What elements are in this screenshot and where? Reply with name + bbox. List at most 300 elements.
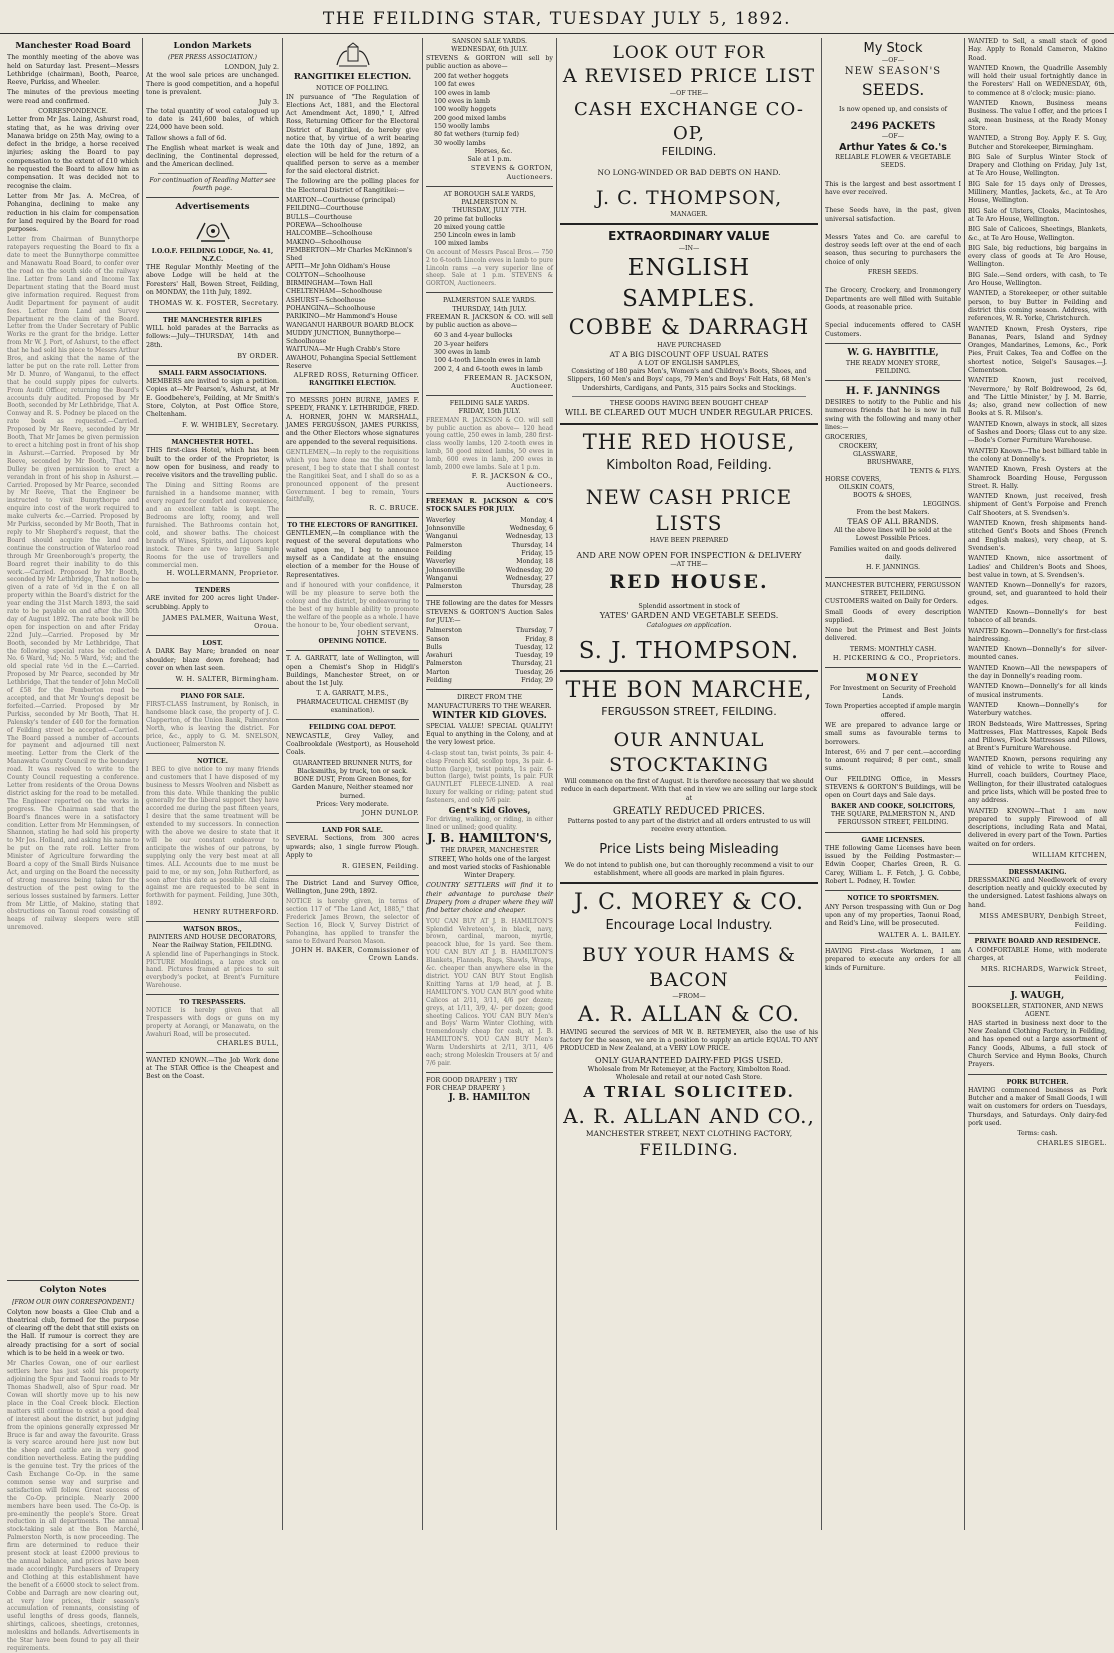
feilding-label: FEILDING. xyxy=(875,367,911,375)
list-item: 100 4-tooth Lincoln ewes in lamb xyxy=(434,357,541,365)
lot-of-samples: A LOT OF ENGLISH SAMPLES, xyxy=(638,359,740,367)
ready-money-store: THE READY MONEY STORE, xyxy=(845,359,941,367)
watson-subheading: PAINTERS AND HOUSE DECORATORS, Near the Railway Station, FEILDING. xyxy=(148,934,277,950)
small-farm-heading: SMALL FARM ASSOCIATIONS. xyxy=(158,369,267,377)
extraordinary-value: EXTRAORDINARY VALUE xyxy=(608,229,770,244)
article-paragraph: Colyton now boasts a Glee Club and a theatrical club, formed for the purpose of clearing off the debt that still exists on the Hall. If rumour is correct they are already practising for a sort of social which is to be held in a week or two. xyxy=(7,1308,139,1358)
list-item: POHANGINA—Schoolhouse xyxy=(286,304,376,312)
ad-signature: F. R. JACKSON & CO., Auctioneers. xyxy=(471,471,553,489)
ad-signature: STEVENS & GORTON, Auctioneers. xyxy=(470,164,553,182)
no-bad-debts: NO LONG-WINDED OR BAD DEBTS ON HAND. xyxy=(597,167,781,177)
big-discount: AT A BIG DISCOUNT OFF USUAL RATES xyxy=(609,349,769,359)
list-item: 100 ewes in lamb xyxy=(434,89,490,97)
opened-up: Is now opened up, and consists of xyxy=(839,105,947,113)
direct-from-manufacturers: DIRECT FROM THE MANUFACTURERS TO THE WEARER. xyxy=(427,694,552,710)
classified-ad: WANTED Known, Fresh Oysters, ripe Bananas, Pears, Island and Sydney Oranges, Mandarines, Lemons, &c., Pork Pies, Fruit Cakes, Tea and Coffee on the shortest notice, Seigel's Sausages.—J. Clementson. xyxy=(968,325,1107,374)
classified-ad: BIG Sale.—Send orders, with cash, to Te Aro House, Wellington. xyxy=(968,271,1107,288)
ad-paragraph: SPECIAL VALUE! SPECIAL QUALITY! Equal to anything in the Colony, and at the very lowest price. xyxy=(426,722,553,747)
list-item: GROCERIES, xyxy=(825,434,868,442)
have-purchased: HAVE PURCHASED xyxy=(657,341,721,349)
siegel-sig: CHARLES SIEGEL. xyxy=(1037,1138,1107,1147)
borough-sale-yards-heading: AT BOROUGH SALE YARDS, PALMERSTON N. xyxy=(443,190,536,206)
winter-kid-gloves-heading: WINTER KID GLOVES. xyxy=(432,710,547,721)
ad-paragraph: Will commence on the first of August. It is therefore necessary that we should reduce in each department. With that end in view we are selling our large stock at xyxy=(561,777,817,802)
column-text-filler: FIRST-CLASS Instrument, by Ronisch, in handsome black case, the property of J. C. Clapperton, of the Union Bank, Palmerston North, who is leaving the district. For price, &c., apply to G. M. SNELSON, Auctioneer, Palmerston N. xyxy=(146,701,279,748)
palmerston-sale-yards-heading: PALMERSTON SALE YARDS. xyxy=(442,297,537,305)
list-item: 20 3-year heifers xyxy=(434,340,489,348)
stock-sales-heading: FREEMAN R. JACKSON & CO'S STOCK SALES FOR JULY. xyxy=(426,498,553,514)
table-row: Feilding Friday, 15 xyxy=(426,549,553,557)
press-association-subheading: (PER PRESS ASSOCIATION.) xyxy=(168,54,257,62)
table-row: Sanson Friday, 8 xyxy=(426,635,553,643)
table-row: Palmerston Thursday, 7 xyxy=(426,627,553,635)
ad-paragraph: DRESSMAKING and Needlework of every description neatly and quickly executed by the undersigned. Latest fashions always on hand. xyxy=(968,876,1107,909)
list-item: 60 3 and 4-year bullocks xyxy=(434,332,513,340)
encourage-local: Encourage Local Industry. xyxy=(605,918,773,934)
look-out-for: LOOK OUT FOR xyxy=(612,43,766,63)
ad-signature: JAMES PALMER, Waituna West, Oroua. xyxy=(162,613,279,631)
bon-marche-heading: THE BON MARCHE, xyxy=(565,678,813,704)
classified-ad: WANTED Known, just received, 'Nevermore,' by Rolf Boldrewood, 2s 6d, and 'The Little Minister,' by J. M. Barrie, 4s; also, grand new collection of new Books at S. R. Milson's. xyxy=(968,377,1107,418)
best-makers: From the best Makers. xyxy=(856,509,930,516)
ad-paragraph: NEWCASTLE, Grey Valley, and Coalbrookdale (Westport), as Household Coals. xyxy=(286,732,419,757)
classified-ad: BIG Sale, big reductions, big bargains in every class of goods at Te Aro House, Wellington. xyxy=(968,244,1107,269)
ad-signature: HENRY RUTHERFORD. xyxy=(193,908,279,917)
ad-paragraph: HAVING commenced business as Pork Butcher and a maker of Small Goods, I will wait on customers for orders on Tuesdays, Thursdays, and Saturdays. Only dairy-fed pork used. xyxy=(968,1086,1107,1128)
ad-signature: FREEMAN R. JACKSON, Auctioneer. xyxy=(464,373,553,391)
livestock-list xyxy=(426,73,553,156)
pickering-sig: H. PICKERING & CO., Proprietors. xyxy=(832,654,961,663)
sale-date: FRIDAY, 15th JULY. xyxy=(458,408,521,416)
column-1 xyxy=(4,38,142,1652)
piano-heading: PIANO FOR SALE. xyxy=(180,692,245,700)
list-item: 20 prime fat bullocks xyxy=(434,215,502,223)
classified-ad: WANTED Known, the Quadrille Assembly will hold their usual fortnightly dance in the Foresters' Hall on WEDNESDAY, 6th, to commence at 8 o'clock; music: piano. xyxy=(968,64,1107,97)
new-seasons: NEW SEASON'S xyxy=(844,66,942,78)
jbh-name: J. B. HAMILTON xyxy=(448,1093,531,1104)
column-text-filler: NOTICE is hereby given, in terms of section 117 of "The Land Act, 1885," that Frederick James Brown, the selector of Section 16, Block V, Survey District of Pohangina, has applied to transfer the same to Edward Pearson Mason. xyxy=(286,898,419,945)
list-item: 80 fat wethers (turnip fed) xyxy=(434,131,520,139)
table-row: Palmerston Thursday, 28 xyxy=(426,583,553,591)
classified-ad: IRON Bedsteads, Wire Mattresses, Spring Mattresses, Flax Mattresses, Kapok Beds and Pillows, Flock Mattresses and Pillows, at Brent's Furniture Warehouse. xyxy=(968,720,1107,753)
ad-paragraph: HAS started in business next door to the New Zealand Clothing Factory, in Feilding, and has opened out a large assortment of Fancy Goods, Albums, a full stock of Church Service and Hymn Books, Church Prayers. xyxy=(968,1019,1107,1069)
good-drapery-line: FOR GOOD DRAPERY } TRY xyxy=(426,1076,518,1084)
classified-ad: WANTED Known, Business means Business. The value I offer, and the prices I ask, mean business, at the Ready Money Store. xyxy=(968,100,1107,132)
richards-sig: MRS. RICHARDS, Warwick Street, Feilding. xyxy=(980,965,1107,982)
ad-paragraph: RELIABLE FLOWER & VEGETABLE SEEDS. xyxy=(835,154,951,170)
classified-ad: WANTED Known—Donnelly's for silver-mounted canes. xyxy=(968,646,1107,662)
ad-paragraph: A COMFORTABLE Home, with moderate charges, at xyxy=(968,946,1107,962)
list-item: PARIKINO—Mr Hammond's House xyxy=(286,313,398,321)
ad-paragraph: We do not intend to publish one, but can thoroughly recommend a visit to our establishment, where all goods are marked in plain figures. xyxy=(564,861,814,878)
electors-heading: TO THE ELECTORS OF RANGITIKEI. xyxy=(287,521,418,529)
stock-sales-table xyxy=(426,517,553,592)
bought-cheap: THESE GOODS HAVING BEEN BOUGHT CHEAP xyxy=(609,400,769,408)
ad-paragraph: FREEMAN R. JACKSON & CO. will sell by public auction as above— xyxy=(426,313,553,330)
list-item: HORSE COVERS, xyxy=(825,475,882,483)
auction-dates-table xyxy=(426,627,553,685)
ad-paragraph: Interest, 6½ and 7 per cent.—according to amount required; 8 per cent., small sums. xyxy=(825,748,961,773)
column-text-filler: Mr Charles Cowan, one of our earliest settlers here has just sold his property adjoining the Spur and Taonui roads to Mr Thomas Shadwell, also of Spur road. Mr Cowan will shortly move up to his new place in the Coal Creek block. Election matters still continue to exist a good deal of interest about the district, but judging from the opinions generally expressed Mr Bruce is far and away the favourite. Grass is very scarce around here just now but the sheep and cattle are in very good condition nevertheless. Eating the pudding is the genuine test. Try the prices of the Cash Exchange Co-Op. in the same common sense way and surprise and satisfaction will follow. Great success of the Co-Op. principle. Nearly 2000 members have been used. The Co-Op. is pre-eminently the people's Store. Great reduction in all departments. The annual stock-taking sale at the Bon Marché, Palmerston North, is now proceeding. The firm are determined to reduce their present stock at least £2000 previous to the annual balance, and prices have been made accordingly. Purchasers of Drapery and Clothing at this establishment have the benefit of a £6000 stock to select from. Cobbe and Darragh are now clearing out, at very low prices, their season's accumulation of remnants, consisting of useful lengths of dress goods, flannels, shirtings, calicoes, sheetings, cretonnes, moleskins and hollands. Advertisements in the Star have been found to pay all their requirements. xyxy=(7,1360,139,1652)
sportsmen-heading: NOTICE TO SPORTSMEN. xyxy=(847,895,939,903)
list-item: BIRMINGHAM—Town Hall xyxy=(286,280,373,288)
classified-ad: BIG Sale for 15 days only of Dresses, Millinery, Mantles, Jackets, &c., at Te Aro House, Wellington. xyxy=(968,180,1107,205)
ad-paragraph: Consisting of 180 pairs Men's, Women's and Children's Boots, Shoes, and Slippers, 160 Men's and Boys' caps, 79 Men's and Boys' Felt Hats, 68 Men's Undershirts, Cardigans, and Pants, 315 pairs Socks and Stockings. xyxy=(567,368,811,392)
column-text-filler: A splendid line of Paperhangings in Stock. PICTURE Mouldings, a large stock on hand. Pictures framed at prices to suit everybody's pocket, at Brent's Furniture Warehouse. xyxy=(146,950,279,990)
ad-signature: F. W. WHIBLEY, Secretary. xyxy=(181,421,279,430)
terms-label: TERMS: MONTHLY CASH. xyxy=(849,645,937,653)
rangitikei-election-heading: RANGITIKEI ELECTION. xyxy=(293,72,412,82)
red-house-label: RED HOUSE. xyxy=(609,570,769,593)
ad-paragraph: MEMBERS are invited to sign a petition. Copies at—Mr Pearson's, Ashurst, at Mr E. Goodbehere's, Feilding, at Mr Smith's Store, Colyton, at Post Office Store, Cheltenham. xyxy=(146,377,279,419)
ad-paragraph: None but the Primest and Best Joints delivered. xyxy=(825,627,961,643)
list-item: MARTON—Courthouse (principal) xyxy=(286,197,396,205)
ad-paragraph: CUSTOMERS waited on Daily for Orders. xyxy=(825,598,958,606)
sale-date: WEDNESDAY, 6th JULY. xyxy=(451,46,528,54)
jannings-sig: H. F. JANNINGS. xyxy=(865,564,921,572)
list-item: OILSKIN COATS, xyxy=(839,484,895,492)
bailey-sig: WALTER A. L. BAILEY. xyxy=(878,930,961,939)
trial-solicited: A TRIAL SOLICITED. xyxy=(583,1082,795,1101)
ad-paragraph: Patterns posted to any part of the district and all orders entrusted to us will receive every attention. xyxy=(567,818,811,834)
colyton-notes-subheading: [FROM OUR OWN CORRESPONDENT.] xyxy=(12,1298,134,1306)
article-paragraph: The minutes of the previous meeting were read and confirmed. xyxy=(7,89,139,105)
cheap-drapery-line: FOR CHEAP DRAPERY } xyxy=(426,1085,506,1093)
lost-heading: LOST. xyxy=(202,640,223,648)
continuation-note: For continuation of Reading Matter see fourth page. xyxy=(149,176,276,192)
column-text-filler: The Dining and Sitting Rooms are furnished in a handsome manner, with every regard for comfort and convenience, and an excellent table is kept. The Bedrooms are lofty, roomy, and well furnished. The Bathrooms contain hot, cold, and shower baths. The choicest brands of Wines, Spirits, and Liquors kept instock. There are two large Sample Rooms for the use of travellers and commercial men. xyxy=(146,482,279,569)
ad-paragraph: ANY Person trespassing with Gun or Dog upon any of my properties, Taonui Road, and Reid's Line, will be prosecuted. xyxy=(825,903,961,928)
column-2 xyxy=(142,38,282,1530)
ad-signature: H. WOLLERMANN, Proprietor. xyxy=(166,569,279,578)
coal-depot-heading: FEILDING COAL DEPOT. xyxy=(309,724,396,732)
sj-thompson: S. J. THOMPSON. xyxy=(578,637,800,664)
table-row: Palmerston Thursday, 14 xyxy=(426,541,553,549)
ad-paragraph: Town Properties accepted if ample margin offered. xyxy=(825,703,961,719)
table-row: Johnsonville Wednesday, 6 xyxy=(426,525,553,533)
list-item: 30 woolly lambs xyxy=(434,139,486,147)
list-item: HALCOMBE—Schoolhouse xyxy=(286,230,373,238)
ad-paragraph: Families waited on and goods delivered daily. xyxy=(829,545,957,562)
article-paragraph: Letter from Mr Jas. A. McCrea, of Pohangina, declining to make any reduction in his claim for compensation for land required by the Board for road purposes. xyxy=(7,192,139,234)
list-item: BRUSHWARE, xyxy=(867,459,914,467)
list-item: 100 ewes in lamb xyxy=(434,98,490,106)
ad-paragraph: Our FEILDING Office, in Messrs STEVENS & GORTON'S Buildings, will be open on Court days and Sale days. xyxy=(825,775,961,800)
ad-paragraph: THE DRAPER, MANCHESTER STREET, Who holds one of the largest and most varied stocks of Fashionable Winter Drapery. xyxy=(428,847,551,880)
sale-time: Sale at 1 p.m. xyxy=(467,156,512,164)
list-item: CROCKERY, xyxy=(839,442,878,450)
ad-signature: W. H. SALTER, Birmingham. xyxy=(175,675,279,684)
classified-ad: WANTED Known—Donnelly's for best tobacco of all brands. xyxy=(968,609,1107,625)
jannings-heading: H. F. JANNINGS xyxy=(845,385,941,398)
from-label: —FROM— xyxy=(672,992,706,1000)
splendid-assortment: Splendid assortment in stock of xyxy=(638,602,740,610)
hams-bacon: BUY YOUR HAMS & BACON xyxy=(582,943,796,991)
rifles-heading: THE MANCHESTER RIFLES xyxy=(163,316,262,324)
english-samples: ENGLISH SAMPLES. xyxy=(622,255,756,312)
fresh-seeds: FRESH SEEDS. xyxy=(867,269,919,277)
correspondence-subheading: CORRESPONDENCE. xyxy=(38,108,108,115)
of-label: —OF— xyxy=(881,57,905,65)
catalogues-note: Catalogues on application. xyxy=(646,621,732,629)
list-item: AWAHOU, Pohangina Special Settlement Reserve xyxy=(286,354,417,371)
arthur-yates: Arthur Yates & Co.'s xyxy=(839,141,947,153)
classified-ad: WANTED Known—All the newspapers of the day in Donnelly's reading room. xyxy=(968,664,1107,681)
ad-paragraph: HAVING secured the services of MR W. B. RETEMEYER, also the use of his factory for the season, we are in a position to supply an article EQUAL TO ANY PRODUCED in New Zealand, at a VERY LOW PRICE. xyxy=(560,1028,818,1053)
ad-paragraph: GUARANTEED BRUNNER NUTS, for Blacksmiths, by truck, ton or sack. xyxy=(292,759,413,775)
list-item: 20 mixed young cattle xyxy=(434,223,505,231)
table-row: Wanganui Wednesday, 27 xyxy=(426,574,553,582)
at-the: —AT THE— xyxy=(670,561,708,569)
classified-ad: WANTED Known, just received, fresh shipment of Gent's Forpoise and French Calf Shooters, at S. Svendsen's. xyxy=(968,493,1107,517)
ad-signature: CHARLES BULL, xyxy=(217,1039,279,1048)
classified-ad: BIG Sale of Calicoes, Sheetings, Blankets, &c., at Te Aro House, Wellington. xyxy=(968,226,1107,242)
list-item: TENTS & FLYS. xyxy=(910,467,961,475)
article-paragraph: The English wheat market is weak and declining, the Continental depressed, and the American declined. xyxy=(146,144,279,169)
polling-places-list xyxy=(286,197,419,371)
table-row: Awahuri Tuesday, 19 xyxy=(426,652,553,660)
list-item: 200 fat wether hoggets xyxy=(434,73,509,81)
column-6 xyxy=(821,38,964,1530)
ad-paragraph: Messrs Yates and Co. are careful to destroy seeds left over at the end of each season, thus securing to purchasers the choice of only xyxy=(825,233,961,266)
list-item: CHELTENHAM—Schoolhouse xyxy=(286,288,383,296)
ad-paragraph: For Investment on Security of Freehold Lands. xyxy=(829,684,957,701)
classified-ad: WANTED Known, Fresh Oysters at the Shamrock Boarding House, Fergusson Street. R. Hally. xyxy=(968,466,1107,490)
list-item: 300 ewes in lamb xyxy=(434,349,490,356)
article-paragraph: The total quantity of wool catalogued up to date is 241,600 bales, of which 224,000 have been sold. xyxy=(146,107,279,132)
ad-paragraph: All the above lines will be sold at the Lowest Possible Prices. xyxy=(834,527,952,543)
classified-ad: WANTED Known—Donnelly's for all kinds of musical instruments. xyxy=(968,683,1107,699)
classified-ad: WANTED Known, fresh shipments hand-stitched Gent's Boots and Shoes (French and English makes), very cheap, at S. Svendsen's. xyxy=(968,520,1107,552)
ad-paragraph: COUNTRY SETTLERS will find it to their advantage to purchase their Drapery from a draper where they will find better choice and cheaper. xyxy=(426,882,553,915)
cash-exchange-heading: CASH EXCHANGE CO-OP, xyxy=(574,98,804,144)
list-item: WANGANUI HARBOUR BOARD BLOCK xyxy=(286,321,414,329)
hamilton-name: J. B. HAMILTON'S, xyxy=(426,831,553,846)
rangitikei-election-subheading: RANGITIKEI ELECTION. xyxy=(309,379,396,387)
list-item: MUDDY JUNCTION, Bunnythorpe—Schoolhouse xyxy=(286,329,401,346)
notice-heading: NOTICE. xyxy=(197,757,228,765)
thompson-name: J. C. THOMPSON, xyxy=(595,186,783,209)
feilding-sale-yards-heading: FEILDING SALE YARDS. xyxy=(449,400,530,408)
ad-signature: R. GIESEN, Feilding. xyxy=(342,862,419,871)
ad-paragraph: WILL hold parades at the Barracks as follows:—July—THURSDAY, 14th and 28th. xyxy=(146,325,279,349)
article-paragraph: Tallow shows a fall of 6d. xyxy=(146,134,227,142)
ad-paragraph: The District Land and Survey Office, Wellington, June 29th, 1892. xyxy=(286,879,419,895)
column-text-filler: I BEG to give notice to my many friends and customers that I have disposed of my business to Messrs Woolven and Nisbett as from this date. While thanking the public generally for the liberal support they have accorded me during the past fifteen years, I desire that the same treatment will be extended to my successors. In connection with the above we desire to state that it will be our constant endeavour to anticipate the wishes of our patrons, by supplying only the very best meat at all times. ALL Accounts due to me must be paid to me, or my son, John Rutherford, as soon after this date as possible. All claims against me are requested to be sent in forthwith for payment. Feilding, June 30th, 1892. xyxy=(146,765,279,908)
livestock-list xyxy=(426,216,553,249)
ad-paragraph: GENTLEMEN,—In compliance with the request of the several deputations who waited upon me, I beg to announce myself as a Candidate at the ensuing election of a member for the House of Representatives. xyxy=(286,530,419,579)
livestock-list xyxy=(426,332,553,373)
ad-paragraph: THIS first-class Hotel, which has been built to the order of the Proprietor, is now open for business, and ready to receive visitors and the travelling public. xyxy=(146,447,279,480)
column-text-filler: NOTICE is hereby given that all Trespassers with dogs or guns on my property at Aorangi, or Manawatu, on the Awahuri Road, will be prosecuted. xyxy=(146,1007,279,1039)
ad-signature: THOMAS W. K. FOSTER, Secretary. xyxy=(148,299,279,308)
haybittle-name: W. G. HAYBITTLE, xyxy=(847,347,939,358)
allan-heading: A. R. ALLAN & CO. xyxy=(577,1002,801,1027)
notice-of-polling: NOTICE OF POLLING. xyxy=(316,85,389,93)
red-house-heading: THE RED HOUSE, xyxy=(582,429,796,454)
list-item: WAITUNA—Mr Hugh Crabb's Store xyxy=(286,346,401,354)
column-4 xyxy=(422,38,556,1530)
column-text-filler: YOU CAN BUY AT J. B. HAMILTON'S Splendid Velveteen's, in black, navy, brown, cardinal, maroon, myrtle, peacock blue, for 1s yard. See them. YOU CAN BUY AT J. B. HAMILTON'S Blankets, Flannels, Rugs, Shawls, Wraps, &c. cheaper than anywhere else in the district. YOU CAN BUY Stout English Knitting Yarns at 1/9 head, at J. B. HAMILTON'S. YOU CAN BUY good white Calicos at 2/11, 3/11, 4/6 per dozen; greys, at 1/11, 3/9, 4/- per dozen; good sheeting Calicos. YOU CAN BUY Men's and Boys' Warm Winter Clothing, with tremendously cheap for cash, at J. B. HAMILTON'S. YOU CAN BUY Men's Warm Undershirts at 2/11, 3/11, 4/6 each; strong Moleskin Trousers at 5/ and 7/6 pair. xyxy=(426,917,553,1067)
ad-signature: BY ORDER. xyxy=(237,352,279,361)
list-item: FEILDING—Courthouse xyxy=(286,205,364,213)
classified-ad: WANTED Known—The best billiard table in the colony at Donnelly's. xyxy=(968,447,1107,463)
yates-seeds: YATES' GARDEN AND VEGETABLE SEEDS. xyxy=(599,611,779,621)
next-clothing: MANCHESTER STREET, NEXT CLOTHING FACTORY, xyxy=(585,1128,793,1138)
list-item: 100 fat ewes xyxy=(434,81,475,89)
list-item: 200 2, 4 and 6-tooth ewes in lamb xyxy=(434,365,543,373)
table-row: Feilding Friday, 29 xyxy=(426,677,553,685)
ad-paragraph: THE following Game Licenses have been issued by the Feilding Postmaster:—Edwin Cooper, Charles Green, R. G. Carey, William L. F. Fetch, J. G. Cobbe, Robert L. Podney, H. Towler. xyxy=(825,844,961,886)
retail: Wholesale and retail at our noted Cash Store. xyxy=(615,1074,763,1082)
sale-date: THURSDAY, JULY 7TH. xyxy=(452,207,527,215)
table-row: Palmerston Thursday, 21 xyxy=(426,660,553,668)
oddfellows-emblem-icon xyxy=(193,217,233,245)
ad-paragraph: T. A. GARRATT, late of Wellington, will open a Chemist's Shop in Hidgli's Buildings, Manchester Street, on or about the 1st July. xyxy=(286,655,419,688)
gents-kid-gloves-heading: Gent's Kid Gloves, xyxy=(448,805,531,816)
terms-cash: Terms: cash. xyxy=(1017,1130,1058,1138)
packets-count: 2496 PACKETS xyxy=(850,121,936,133)
classified-ad: BIG Sale of Surplus Winter Stock of Drapery and Clothing on Friday, July 1st, at Te Aro House, Wellington. xyxy=(968,153,1107,178)
ad-signature: JOHN H. BAKER, Commissioner of Crown Lands. xyxy=(292,945,419,963)
column-text-filler: 4-clasp stout tan, twist points, 3s pair. 4-clasp French Kid, scollop tops, 3s pair. 4-button (large), twist points, 1s pair. 6-button (large), twist points, 1s pair. FUR GAUNTLET FLEECE-LINED. A real luxury for walking or riding; patent stud fasteners, and only 5/6 pair. xyxy=(426,749,553,805)
classified-ad: BIG Sale of Ulsters, Cloaks, Macintoshes, at Te Aro House, Wellington. xyxy=(968,207,1107,223)
ad-paragraph: This is the largest and best assortment I have ever received. xyxy=(825,180,961,196)
classified-ad: WANTED Known, always in stock, all sizes of Sashes and Doors; Glass cut to any size.—Bode's Corner Furniture Warehouse. xyxy=(968,420,1107,445)
sanson-sale-yards-heading: SANSON SALE YARDS. xyxy=(451,38,528,45)
classified-ad: WANTED Known, persons requiring any kind of vehicle to write to Rouse and Hurrell, coach builders, Courtney Place, Wellington, for their illustrated catalogues and price lists, which will be posted free to any address. xyxy=(968,755,1107,805)
manchester-road-board-heading: Manchester Road Board xyxy=(15,41,131,51)
ad-signature: T. A. GARRATT, M.P.S., PHARMACEUTICAL CHEMIST (By examination). xyxy=(296,690,409,715)
ad-paragraph: These Seeds have, in the past, given universal satisfaction. xyxy=(825,207,961,223)
list-item: GLASSWARE, xyxy=(853,450,898,458)
article-paragraph: Letter from Mr Jas. Laing, Ashurst road, stating that, as he was driving over Manawa bridge on 25th May, owing to a defect in the bridge, a horse received injuries; asking the Board to pay compensation to the extent of £10 which he requested the Board to allow him as compensation. It was decided not to recognise the claim. xyxy=(7,116,139,190)
ad-paragraph: STEVENS & GORTON will sell by public auction as above— xyxy=(426,54,553,70)
article-paragraph: The monthly meeting of the above was held on Saturday last. Present—Messrs Lethbridge (chairman), Booth, Pearce, Reeve, Purkiss, and Wheeler. xyxy=(7,54,139,87)
in-label: —IN— xyxy=(678,244,700,252)
list-item: COLYTON—Schoolhouse xyxy=(286,271,366,279)
morey-heading: J. C. MOREY & CO. xyxy=(574,890,804,916)
wanted-known-job-work: WANTED KNOWN.—The Job Work done at The STAR Office is the Cheapest and Best on the Coast. xyxy=(146,1056,279,1081)
amesbury-sig: MISS AMESBURY, Denbigh Street, Feilding. xyxy=(979,912,1107,929)
classified-ad: WANTED, a Strong Boy. Apply F. S. Guy, Butcher and Storekeeper, Birmingham. xyxy=(968,135,1107,151)
dateline: July 3. xyxy=(258,99,279,107)
annual-stocktaking: OUR ANNUAL STOCKTAKING xyxy=(609,728,769,776)
money-heading: MONEY xyxy=(866,672,920,684)
table-row: Waverley Monday, 18 xyxy=(426,558,553,566)
cleared-out: WILL BE CLEARED OUT MUCH UNDER REGULAR PRICES. xyxy=(565,408,813,418)
ad-paragraph: The Grocery, Crockery, and Ironmongery Departments are well filled with Suitable Goods, at reasonable price. xyxy=(825,287,961,311)
classified-ad: WANTED Known—Donnelly's for first-class hairdressing. xyxy=(968,627,1107,643)
tenders-heading: TENDERS xyxy=(194,587,231,595)
ad-paragraph: ARE invited for 200 acres light Under-scrubbing. Apply to xyxy=(146,595,279,611)
hotel-heading: MANCHESTER HOTEL. xyxy=(171,438,254,446)
dressmaking-heading: DRESSMAKING. xyxy=(1008,868,1067,876)
fergusson-street: FERGUSSON STREET, FEILDING. xyxy=(601,705,777,719)
column-text-filler: On account of Messrs Pascal Bros.— 750 2 to 6-tooth Lincoln ewes in lamb to pure Lincoln rams —a very superior line of sheep. Sale at 1 p.m. STEVENS & GORTON, Auctioneers. xyxy=(426,248,553,288)
column-text-filler: GENTLEMEN,—In reply to the requisitions which you have done me the honour to present, I beg to state that I shall contest the Rangitikei Seat, and I shall do so as a pronounced opponent of the present Government. I beg to remain, Yours faithfully, xyxy=(286,448,419,504)
advertisements-heading: Advertisements xyxy=(175,202,250,213)
colyton-notes-heading: Colyton Notes xyxy=(39,1285,107,1296)
classified-ad: WANTED Known—Donnelly's for razors, ground, set, and guaranteed to hold their edges. xyxy=(968,582,1107,606)
list-item: MAKINO—Schoolhouse xyxy=(286,238,362,246)
ad-paragraph: Prices: Very moderate. xyxy=(316,801,389,809)
list-item: BOOTS & SHOES, xyxy=(853,492,912,500)
game-licenses-heading: GAME LICENSES. xyxy=(861,836,925,844)
ad-paragraph: A DARK Bay Mare; branded on near shoulder; blaze down forehead; had cover on when last seen. xyxy=(146,648,279,672)
watson-heading: WATSON BROS., xyxy=(183,925,242,933)
opening-notice-heading: OPENING NOTICE. xyxy=(318,637,387,645)
land-for-sale-heading: LAND FOR SALE. xyxy=(322,826,383,834)
royal-coat-of-arms-icon xyxy=(333,41,373,69)
lodge-heading: I.O.O.F. FEILDING LODGE, No. 41, N.Z.C. xyxy=(151,247,274,263)
list-item: Horses, &c. xyxy=(474,147,513,155)
waugh-heading: J. WAUGH, xyxy=(1010,991,1065,1002)
of-the: —OF THE— xyxy=(669,89,709,97)
ad-paragraph: TO MESSRS JOHN BURNE, JAMES F. SPEEDY, FRANK Y. LETHBRIDGE, FRED. A. HORNER, JOHN W. MARSHALL, JAMES FERGUSSON, JAMES PURKISS, and the Other Electors whose signatures are appended to the several requisitions. xyxy=(286,397,419,446)
column-text-filler: and if honoured with your confidence, it will be my pleasure to serve both the colony and the district, by endeavouring to the best of my humble ability to promote the welfare of the people as a whole. I have the honour to be, Your obedient servant, xyxy=(286,581,419,629)
feilding-footer: FEILDING. xyxy=(639,1139,739,1159)
sale-date: THURSDAY, 14th JULY. xyxy=(452,305,527,313)
dateline: LONDON, July 2. xyxy=(224,64,279,72)
list-item: BULLS—Courthouse xyxy=(286,213,352,221)
list-item: ASHURST—Schoolhouse xyxy=(286,296,366,304)
table-row: Bulls Tuesday, 12 xyxy=(426,643,553,651)
wholesale: Wholesale from Mr Retemeyer, at the Factory, Kimbolton Road. xyxy=(587,1066,791,1074)
table-row: Waverley Monday, 4 xyxy=(426,516,553,524)
list-item: 150 woolly lambs xyxy=(434,122,490,130)
cobbe-darragh: COBBE & DARRAGH xyxy=(568,314,810,339)
private-board-heading: PRIVATE BOARD AND RESIDENCE. xyxy=(974,938,1101,946)
list-item: 200 good mixed lambs xyxy=(434,114,506,122)
have-been-prepared: HAVE BEEN PREPARED xyxy=(649,536,729,544)
square-address: THE SQUARE, PALMERSTON N., AND FERGUSSON STREET, FEILDING. xyxy=(830,810,956,827)
allan-and-co: A. R. ALLAN AND CO., xyxy=(563,1103,815,1128)
classified-ad: WANTED, a Storekeeper, or other suitable person, to buy Butter in Feilding and district this coming season. Address, with references, W. R. Yorke, Christchurch. xyxy=(968,290,1107,323)
ad-paragraph: IN pursuance of "The Regulation of Elections Act, 1881, and the Electoral Act Amendment Act, 1890," I, Alfred Ross, Returning Officer for the Electoral District of Rangitikei, do hereby give notice that, by virtue of a writ bearing date the 10th day of June, 1892, an election will be held for the return of a qualified person to serve as a member for the said electoral district. xyxy=(286,93,419,176)
column-text-filler: FREEMAN R. JACKSON & CO. will sell by public auction as above— 120 head young cattle, 250 ewes in lamb, 280 first-class woolly lambs, 120 2-tooth ewes in lamb, 50 good mixed lambs, 50 ewes in lamb, 600 ewes in lamb, 200 ewes in lamb, 2000 ewe lambs. Sale at 1 p.m. xyxy=(426,416,553,472)
column-5 xyxy=(556,38,821,1530)
ad-signature: R. C. BRUCE. xyxy=(369,504,419,513)
classified-ad: WANTED Known, nice assortment of Ladies' and Children's Boots and Shoes, best value in town, at S. Svendsen's. xyxy=(968,555,1107,579)
manager-label: MANAGER. xyxy=(670,210,708,218)
ad-paragraph: SEVERAL Sections, from 300 acres upwards; also, 1 single furrow Plough. Apply to xyxy=(286,835,419,859)
kimbolton-road: Kimbolton Road, Feilding. xyxy=(606,457,772,473)
classified-ad: WANTED KNOWN—That I am now prepared to supply Firewood of all descriptions, including Rata and Matai, delivered in every part of the Town. Parties waited on for orders. xyxy=(968,807,1107,848)
list-item: APITI—Mr John Oldham's House xyxy=(286,263,391,271)
seeds-heading: SEEDS. xyxy=(861,79,925,99)
list-item: LEGGINGS. xyxy=(923,500,961,508)
article-paragraph: At the wool sale prices are unchanged. There is good competition, and a hopeful tone is prevalent. xyxy=(146,72,279,97)
ad-paragraph: WE are prepared to advance large or small sums as favourable terms to borrowers. xyxy=(825,722,961,746)
list-item: 100 mixed lambs xyxy=(434,240,489,248)
trespassers-heading: TO TRESPASSERS. xyxy=(179,999,246,1007)
classified-ad: WANTED to Sell, a small stack of good Hay. Apply to Ronald Cameron, Makino Road. xyxy=(968,38,1107,62)
masthead: THE FEILDING STAR, TUESDAY JULY 5, 1892. xyxy=(0,0,1114,34)
ad-paragraph: The following are the polling places for the Electoral District of Rangitikei:— xyxy=(286,178,419,194)
greatly-reduced: GREATLY REDUCED PRICES. xyxy=(612,805,766,817)
ad-paragraph: THE following are the dates for Messrs STEVENS & GORTON'S Auction Sales for JULY:— xyxy=(426,600,553,624)
table-row: Wanganui Wednesday, 13 xyxy=(426,533,553,541)
misleading-heading: Price Lists being Misleading xyxy=(599,841,779,857)
ad-signature: JOHN STEVENS. xyxy=(357,629,419,638)
kitchen-sig: WILLIAM KITCHEN, xyxy=(1032,851,1107,860)
ad-paragraph: Small Goods of every description supplied. xyxy=(825,608,961,624)
my-stock-heading: My Stock xyxy=(863,41,923,56)
feilding-label: FEILDING. xyxy=(661,145,717,159)
ad-signature: JOHN DUNLOP. xyxy=(361,809,419,818)
table-row: Johnsonville Wednesday, 20 xyxy=(426,566,553,574)
